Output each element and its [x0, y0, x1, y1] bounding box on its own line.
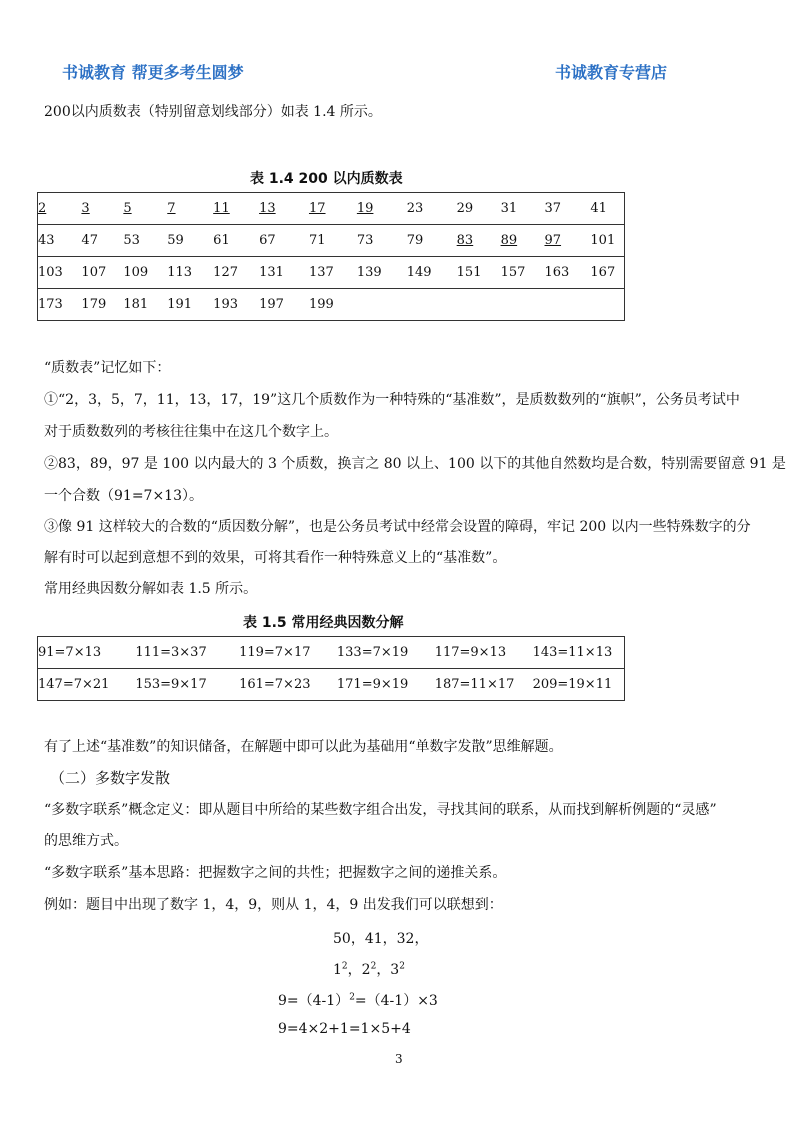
prime-cell: 47	[81, 233, 98, 248]
prime-cell: 83	[456, 233, 474, 248]
eq2-sup: 2	[399, 961, 405, 972]
para-line-1: “质数表”记忆如下：	[44, 360, 171, 376]
prime-cell: 37	[544, 201, 562, 216]
prime-cell: 103	[38, 265, 63, 280]
eq3-term: =（4-1）×3	[354, 993, 438, 1009]
header-right: 书诚教育专营店	[555, 63, 668, 82]
table-row	[38, 669, 625, 701]
prime-cell: 23	[406, 201, 424, 216]
equation-2	[333, 959, 405, 979]
intro-text: 200以内质数表（特别留意划线部分）如表 1.4 所示。	[44, 104, 382, 120]
prime-table	[37, 192, 625, 321]
table-row	[38, 637, 625, 669]
prime-cell: 173	[38, 297, 63, 312]
para-line-3: 对于质数数列的考核往往集中在这几个数字上。	[44, 424, 338, 440]
para-line-5: 一个合数（91=7×13）。	[44, 488, 203, 504]
prime-cell: 19	[356, 201, 374, 216]
prime-cell: 163	[544, 265, 570, 280]
eq2-sup: 2	[370, 961, 377, 972]
equation-3	[278, 990, 438, 1010]
prime-cell: 61	[213, 233, 230, 248]
factor-table	[37, 636, 625, 701]
eq2-term: ，2	[347, 962, 371, 978]
para-line-2: ①“2，3，5，7，11，13，17，19”这几个质数作为一种特殊的“基准数”，是质数数列的“旗帜”，公务员考试中	[44, 392, 740, 408]
factor-cell: 161=7×23	[239, 669, 337, 701]
prime-cell: 73	[356, 233, 374, 248]
equation-1: 50，41，32，	[333, 931, 429, 947]
para-line-4: ②83，89，97 是 100 以内最大的 3 个质数，换言之 80 以上、100 以下的其他自然数均是合数，特别需要留意 91 是	[44, 456, 786, 472]
prime-cell: 137	[308, 265, 334, 280]
prime-cell: 181	[123, 297, 149, 312]
prime-cell: 3	[81, 201, 90, 216]
factor-cell: 133=7×19	[337, 637, 435, 669]
table-1-5-caption: 表 1.5 常用经典因数分解	[243, 615, 404, 631]
prime-cell: 151	[456, 265, 482, 280]
prime-cell: 127	[213, 265, 238, 280]
prime-cell: 131	[259, 265, 284, 280]
eq2-term: 1	[333, 962, 342, 978]
factor-cell: 171=9×19	[337, 669, 435, 701]
prime-cell: 191	[167, 297, 193, 312]
para2-line-1: 有了上述“基准数”的知识储备，在解题中即可以此为基础用“单数字发散”思维解题。	[44, 739, 563, 755]
prime-cell: 43	[38, 233, 55, 248]
section-heading: （二）多数字发散	[50, 769, 171, 787]
prime-cell: 193	[213, 297, 238, 312]
equation-4: 9=4×2+1=1×5+4	[278, 1021, 411, 1037]
header-left: 书诚教育 帮更多考生圆梦	[62, 63, 244, 82]
para2-line-2: “多数字联系”概念定义：即从题目中所给的某些数字组合出发，寻找其间的联系，从而找到解析例题的“灵感”	[44, 802, 717, 818]
prime-cell: 59	[167, 233, 184, 248]
factor-cell: 147=7×21	[38, 669, 136, 701]
prime-cell: 71	[308, 233, 326, 248]
prime-cell: 67	[259, 233, 276, 248]
factor-cell: 117=9×13	[435, 637, 533, 669]
para2-line-4: “多数字联系”基本思路：把握数字之间的共性；把握数字之间的递推关系。	[44, 865, 507, 881]
prime-cell: 199	[308, 297, 334, 312]
prime-cell: 7	[167, 201, 176, 216]
prime-cell: 101	[590, 233, 616, 248]
prime-cell: 31	[500, 201, 518, 216]
prime-cell: 107	[81, 265, 107, 280]
prime-cell: 157	[500, 265, 526, 280]
para2-line-3: 的思维方式。	[44, 833, 128, 849]
table-row	[38, 257, 625, 289]
factor-cell: 91=7×13	[38, 637, 136, 669]
prime-cell: 13	[259, 201, 276, 216]
prime-cell: 17	[308, 201, 326, 216]
prime-cell: 109	[123, 265, 149, 280]
table-row	[38, 193, 625, 225]
prime-cell: 41	[590, 201, 607, 216]
prime-cell: 29	[456, 201, 474, 216]
eq3-sup: 2	[349, 992, 355, 1003]
prime-cell: 11	[213, 201, 230, 216]
table-row	[38, 289, 625, 321]
factor-cell: 209=19×11	[533, 669, 625, 701]
factor-cell: 187=11×17	[435, 669, 533, 701]
factor-cell: 153=9×17	[135, 669, 239, 701]
prime-cell: 197	[259, 297, 284, 312]
eq2-term: ，3	[376, 962, 400, 978]
eq3-term: 9=（4-1）	[278, 993, 350, 1009]
prime-cell: 2	[38, 201, 47, 216]
prime-cell: 113	[167, 265, 193, 280]
prime-cell: 149	[406, 265, 432, 280]
eq2-sup: 2	[341, 961, 348, 972]
table-row	[38, 225, 625, 257]
prime-cell: 167	[590, 265, 616, 280]
prime-cell: 53	[123, 233, 140, 248]
para-line-6: ③像 91 这样较大的合数的“质因数分解”，也是公务员考试中经常会设置的障碍，牢记 200 以内一些特殊数字的分	[44, 519, 751, 535]
factor-cell: 119=7×17	[239, 637, 337, 669]
para-line-8: 常用经典因数分解如表 1.5 所示。	[44, 581, 258, 597]
page-number: 3	[395, 1052, 403, 1066]
factor-cell: 111=3×37	[135, 637, 239, 669]
prime-cell: 97	[544, 233, 562, 248]
prime-cell: 79	[406, 233, 424, 248]
prime-cell: 179	[81, 297, 107, 312]
table-1-4-caption: 表 1.4 200 以内质数表	[250, 171, 403, 187]
para2-line-5: 例如：题目中出现了数字 1，4，9，则从 1，4，9 出发我们可以联想到：	[44, 897, 503, 913]
factor-cell: 143=11×13	[533, 637, 625, 669]
para-line-7: 解有时可以起到意想不到的效果，可将其看作一种特殊意义上的“基准数”。	[44, 550, 507, 566]
prime-cell: 5	[123, 201, 132, 216]
prime-cell: 89	[500, 233, 518, 248]
prime-cell: 139	[356, 265, 382, 280]
